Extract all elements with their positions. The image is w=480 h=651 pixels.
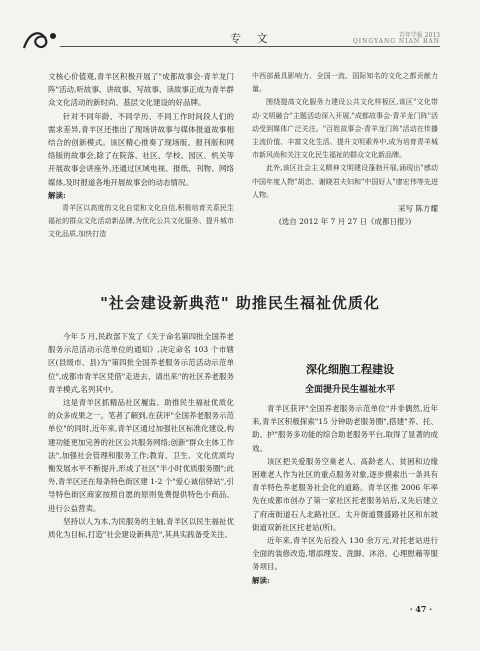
magazine-logo-icon — [20, 28, 60, 54]
paragraph: 这是青羊区抓精品社区履监、助推民生福祉优质化的众多成果之一。笔者了解到,在获评"全国养老服务示范单位"的同时,近年来,青羊区通过加强社区标准化建设,构建功能更加完善的社区公共服务网络;创新"群众主体工作法",加强社会管理和服务工作;教育、卫生、文化优质均衡发展水平不断提升,形成了社区"半小时优质服务圈";此外,青羊区还在每条特色街区建 1-2 个"爱心诚信驿站",引导特色街区商家按照自愿的原则免费提供特色小商品、进行公益营卖。 — [48, 398, 235, 513]
header-rule — [60, 46, 440, 47]
commentary-label: 解读: — [252, 575, 270, 585]
article-headline: "社会建设新典范" 助推民生福祉优质化 — [100, 294, 380, 312]
sub-heading: 深化细胞工程建设 — [306, 363, 394, 376]
paragraph: 今年 5 月,民政部下发了《关于命名第四批全国养老服务示范活动示范单位的通知》,决定命名 103 个市辖区(县级市、县)为"第四批全国养老服务示范活动示范单位",成都市青羊区凭借"走进去、请出来"的社区养老服务青羊模式,名列其中。 — [48, 332, 234, 394]
paragraph: 坚持以人为本,为民服务的主轴,青羊区以民生福祉优质化为目标,打造"社会建设新典范",其具实践备受关注。 — [48, 516, 234, 540]
sub-heading-secondary: 全面提升民生福祉水平 — [304, 385, 395, 395]
paragraph: 青羊区获评"全国养老服务示范单位"并非偶然,近年来,青羊区积极探索"15 分钟助老服务圈",搭建"养、托、助、护"服务多功能的综合助老服务平台,取得了显著的成效。 — [252, 404, 438, 453]
paragraph: 中西部最具影响力、全国一流、国际知名的文化之都贡献力量。 — [252, 72, 438, 94]
commentary-text: 青羊区以高度的文化自觉和文化自信,积极培育关系民生福祉的群众文化活动新品牌,为优化公共文化服务、提升城市文化品质,加快打造 — [48, 204, 234, 239]
paragraph: 围绕提高文化服务力建设公共文化样板区,该区"文化带动·文明融合"主题活动深入开展,"成都故事会·青羊龙门阵"活动受到媒体广泛关注。"百姓故事会·青羊龙门阵"活动在传播主流价值、丰富文化生活、提升文明素养中,成为培育青羊城市新风尚和关注文化民生福祉的群众文化新品牌。 — [252, 98, 438, 160]
top-left-column — [48, 70, 234, 242]
magazine-subtitle: QINGYANG NIAN BAN — [352, 38, 440, 45]
paragraph: 针对不同年龄、不同学历、不同工作时间段人们的需求差异,青羊区还推出了现场讲故事与媒体报道故事相结合的创新模式。该区精心推奏了现场版、报刊版和网络版的故事会,除了在院落、社区、学校、园区、机关等开展故事会讲座外,还通过区域电视、报纸、刊物、网络媒体,及时报道各地开展故事会的动态情况。 — [48, 111, 234, 187]
page-number: · 47 · — [409, 604, 432, 614]
byline: 采写 陈方耀 — [398, 204, 438, 214]
section-title: 专 文 — [230, 32, 274, 45]
paragraph: 近年来,青羊区先后投入 130 余万元,对托老站进行全面的装修改造,增添理发、洗脚、沐浴、心理慰藉等服务项目。 — [252, 536, 438, 572]
commentary-label: 解读: — [48, 190, 66, 200]
top-right-column — [252, 70, 438, 228]
bottom-right-column — [252, 402, 438, 587]
magazine-name: 青年学报 2013 — [398, 32, 440, 39]
paragraph: 该区把关爱服务空巢老人、高龄老人、贫困和边缘困难老人作为社区的重点服务对象,逐步摸索出一条具有青羊特色养老服务社会化的道路。青羊区推 2006 年率先在成都市创办了第一家社区托老服务站后,又先后建立了府南街道石人北路社区、太升街道暨盛路社区和东坡街道双新社区托老站(所)。 — [252, 456, 438, 532]
paragraph: 此外,该区社会主义精神文明建设蓬勃开展,涌现出"感动中国年度人物"胡忠、谢晓君夫妇和"中国好人"廖宏伟等先进人物。 — [252, 164, 438, 199]
paragraph: 文核心价值观,青羊区积极开展了"成都故事会·青羊龙门阵"活动,听故事、讲故事、写故事、读故事正成为青羊群众文化活动的新时尚、基层文化建设的好品牌。 — [48, 72, 234, 108]
bottom-left-column — [48, 330, 234, 541]
source-note: (选自 2012 年 7 月 27 日《成都日报》) — [278, 217, 412, 227]
